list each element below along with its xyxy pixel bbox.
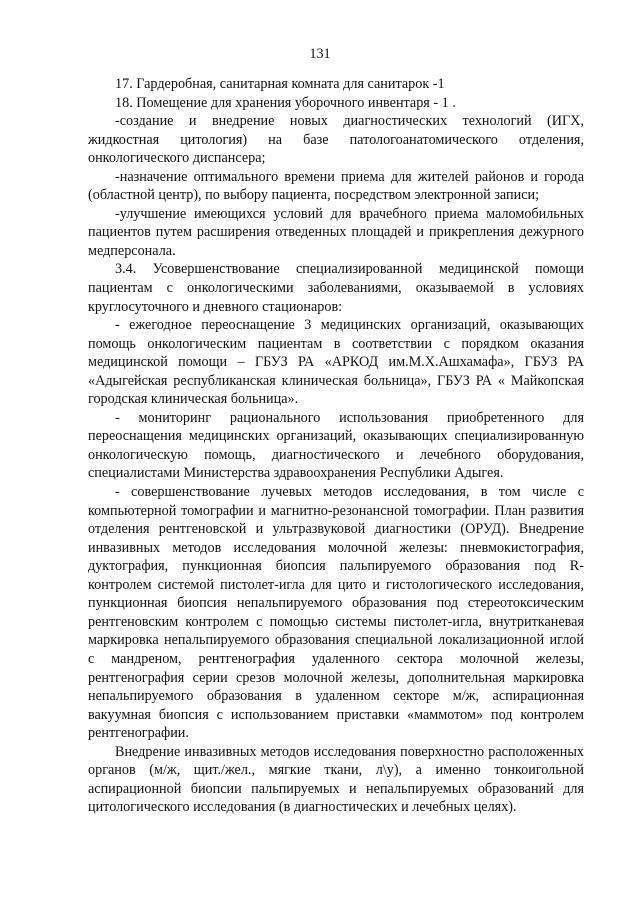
paragraph-diagnostic-technologies: -создание и внедрение новых диагностических технологий (ИГХ, жидкостная цитология) на базе патологоанатомического отделения, онкологического диспансера; [88,113,584,167]
paragraph-section-3-4: 3.4. Усовершенствование специализированной медицинской помощи пациентам с онкологическими заболеваниями, оказываемой в условиях круглосуточного и дневного стационаров: [88,261,584,315]
paragraph-invasive-methods: Внедрение инвазивных методов исследования поверхностно расположенных органов (м/ж, щит./жел., мягкие ткани, л\у), а именно тонкоигольной аспирационной биопсии пальпируемых и непальпируемых образований для цитологического исследования (в диагностических и лечебных целях). [88,743,584,816]
paragraph-appointment-time: -назначение оптимального времени приема для жителей районов и города (областной центр), по выбору пациента, посредством электронной записи; [88,168,584,204]
paragraph-monitoring: - мониторинг рационального использования приобретенного для переоснащения медицинских организаций, оказывающих специализированную онкологическую помощь, диагностического и лечебного оборудования, специалистами Министерства здравоохранения Республики Адыгея. [88,409,584,482]
paragraph-wardrobe-item: 17. Гардеробная, санитарная комната для санитарок -1 [115,76,445,92]
page-number: 131 [309,46,331,62]
paragraph-storage-item: 18. Помещение для хранения уборочного инвентаря - 1 . [115,94,456,111]
paragraph-radiology-methods: - совершенствование лучевых методов исследования, в том числе с компьютерной томографии и магнитно-резонансной томографии. План развития отделения рентгеновской и ультразвуковой диагностики (ОРУД). Внедрение инвазивных методов исследования молочной железы: пневмокистография, дуктография, пункционная биопсия пальпируемого образования под R-контролем системой пистолет-игла для цито и гистологического исследования, пункционная биопсия непальпируемого образования под стереотоксическим рентгеновским контролем с помощью системы пистолет-игла, внутритканевая маркировка непальпируемого образования специальной локализационной иглой с мандреном, рентгенография удаленного сектора молочной железы, рентгенография серии срезов молочной железы, дополнительная маркировка непальпируемого образования в удаленном секторе м/ж, аспирационная вакуумная биопсия с использованием приставки «маммотом» под контролем рентгенографии. [88,484,584,742]
paragraph-low-mobility-patients: -улучшение имеющихся условий для врачебного приема маломобильных пациентов путем расширения отведенных площадей и прикрепления дежурного медперсонала. [88,205,584,259]
document-body [88,75,584,817]
paragraph-re-equipment: - ежегодное переоснащение 3 медицинских организаций, оказывающих помощь онкологическим пациентам в соответствии с порядком оказания медицинской помощи – ГБУЗ РА «АРКОД им.М.Х.Ашхамафа», ГБУЗ РА «Адыгейская республиканская клиническая больница», ГБУЗ РА « Майкопская городская клиническая больница». [88,317,584,408]
